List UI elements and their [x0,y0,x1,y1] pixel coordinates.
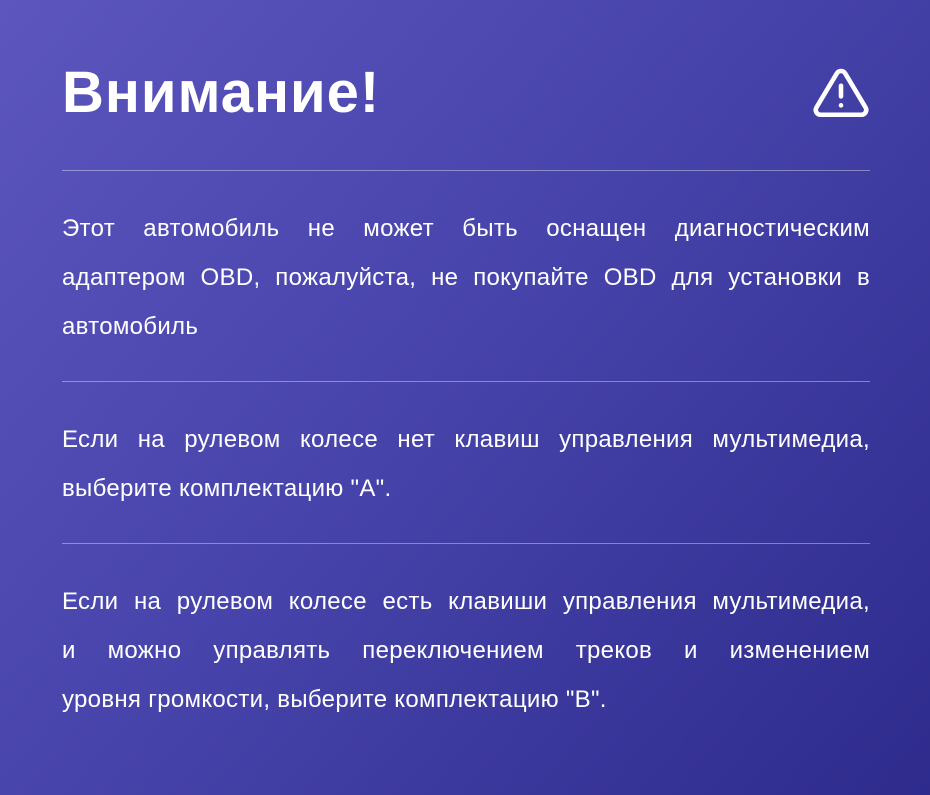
page-header [62,0,870,130]
notice-trim-b-paragraph [62,577,870,724]
text-line: Если на рулевом колесе есть клавиши управления мультимедиа, [62,588,870,615]
text-line: автомобиль [62,313,199,340]
text-line: выберите комплектацию "А". [62,475,392,502]
text-line: уровня громкости, выберите комплектацию "В". [62,686,607,713]
page-title: Внимание! [62,60,381,125]
text-line: Если на рулевом колесе нет клавиш управления мультимедиа, [62,426,870,453]
section-divider [62,381,870,382]
notice-trim-a-paragraph [62,415,870,513]
notice-obd-paragraph [62,204,870,351]
text-line: Этот автомобиль не может быть оснащен диагностическим [62,215,870,242]
warning-triangle-icon [812,64,870,122]
section-divider [62,543,870,544]
section-divider [62,170,870,171]
text-line: адаптером OBD, пожалуйста, не покупайте OBD для установки в [62,264,870,291]
text-line: и можно управлять переключением треков и изменением [62,637,870,664]
